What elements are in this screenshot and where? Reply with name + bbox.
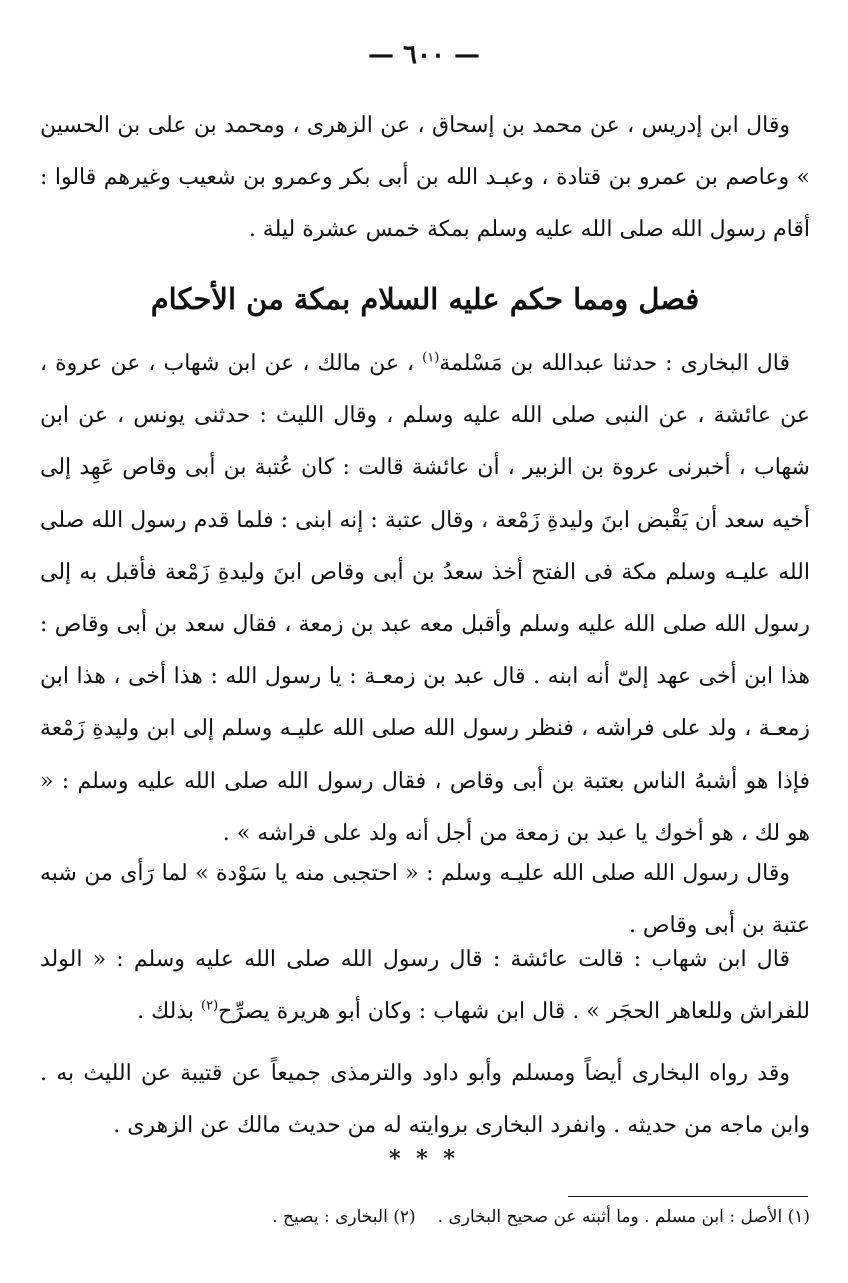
section-heading: فصل ومما حكم عليه السلام بمكة من الأحكام xyxy=(150,282,700,316)
paragraph-text-part-2: ، عن مالك ، عن ابن شهاب ، عن عروة ، عن عائشة ، عن النبى صلى الله عليه وسلم ، وقال الليث : حدثنى يونس ، عن ابن شهاب ، أخبرنى عروة بن الزبير ، أن عائشة قالت : كان عُتبة بن أبى وقاص عَهِد إلى أخيه سعد أن يَقْبض ابنَ وليدةِ زَمْعة ، وقال عتبة : إنه ابنى : فلما قدم رسول الله صلى الله عليـه وسلم مكة فى الفتح أخذ سعدُ بن أبى وقاص ابنَ وليدةِ زَمْعة فأقبل به إلى رسول الله صلى الله عليه وسلم وأقبل معه عبد بن زمعة ، فقال سعد بن أبى وقاص : هذا ابن أخى عهد إلىّ أنه ابنه . قال عبد بن زمعـة : يا رسول الله : هذا أخى ، هذا ابن زمعـة ، ولد على فراشه ، فنظر رسول الله صلى الله عليـه وسلم إلى ابن وليدةِ زَمْعة فإذا هو أشبهُ الناس بعتبة بن أبى وقاص ، فقال رسول الله صلى الله عليه وسلم : « هو لك ، هو أخوك يا عبد بن زمعة من أجل أنه ولد على فراشه » . xyxy=(40,351,810,846)
paragraph-text: وقال ابن إدريس ، عن محمد بن إسحاق ، عن الزهرى ، ومحمد بن على بن الحسين » وعاصم بن عمرو بن قتادة ، وعبـد الله بن أبى بكر وعمرو بن شعيب وغيرهم قالوا : أقام رسول الله صلى الله عليه وسلم بمكة خمس عشرة ليلة . xyxy=(40,113,810,242)
paragraph-text: وقال رسول الله صلى الله عليـه وسلم : « احتجبى منه يا سَوْدة » لما رَأى من شبه عتبة بن أبى وقاص . xyxy=(40,861,810,938)
footnotes xyxy=(40,1202,810,1232)
paragraph-text-part-2: بذلك . xyxy=(137,999,195,1024)
footnote-1: (١) الأصل : ابن مسلم . وما أثبته عن صحيح البخارى . xyxy=(437,1207,810,1227)
paragraph-text: وقد رواه البخارى أيضاً ومسلم وأبو داود والترمذى جميعاً عن قتيبة عن الليث به . وابن ماجه من حديثه . وانفرد البخارى بروايته له من حديث مالك عن الزهرى . xyxy=(40,1061,810,1138)
paragraph-text-part-1: قال البخارى : حدثنا عبدالله بن مَسْلمة xyxy=(439,351,790,376)
footnote-divider xyxy=(568,1196,808,1197)
paragraph-text-part-1: قال ابن شهاب : قالت عائشة : قال رسول الله صلى الله عليه وسلم : « الولد للفراش وللعاهر الحجَر » . قال ابن شهاب : وكان أبو هريرة يصرِّح xyxy=(40,947,810,1024)
paragraph-bukhari-hadith xyxy=(40,338,810,860)
paragraph-narrations xyxy=(40,1048,810,1152)
footnote-2: (٢) البخارى : يصيح . xyxy=(272,1207,416,1227)
footnote-marker-2: (٢) xyxy=(201,998,219,1014)
paragraph-ibn-shihab xyxy=(40,934,810,1038)
section-separator: * * * xyxy=(389,1146,459,1172)
footnote-marker-1: (١) xyxy=(422,350,440,366)
paragraph-ibn-idris xyxy=(40,100,810,256)
page-number: — ٦٠٠ — xyxy=(367,40,481,70)
